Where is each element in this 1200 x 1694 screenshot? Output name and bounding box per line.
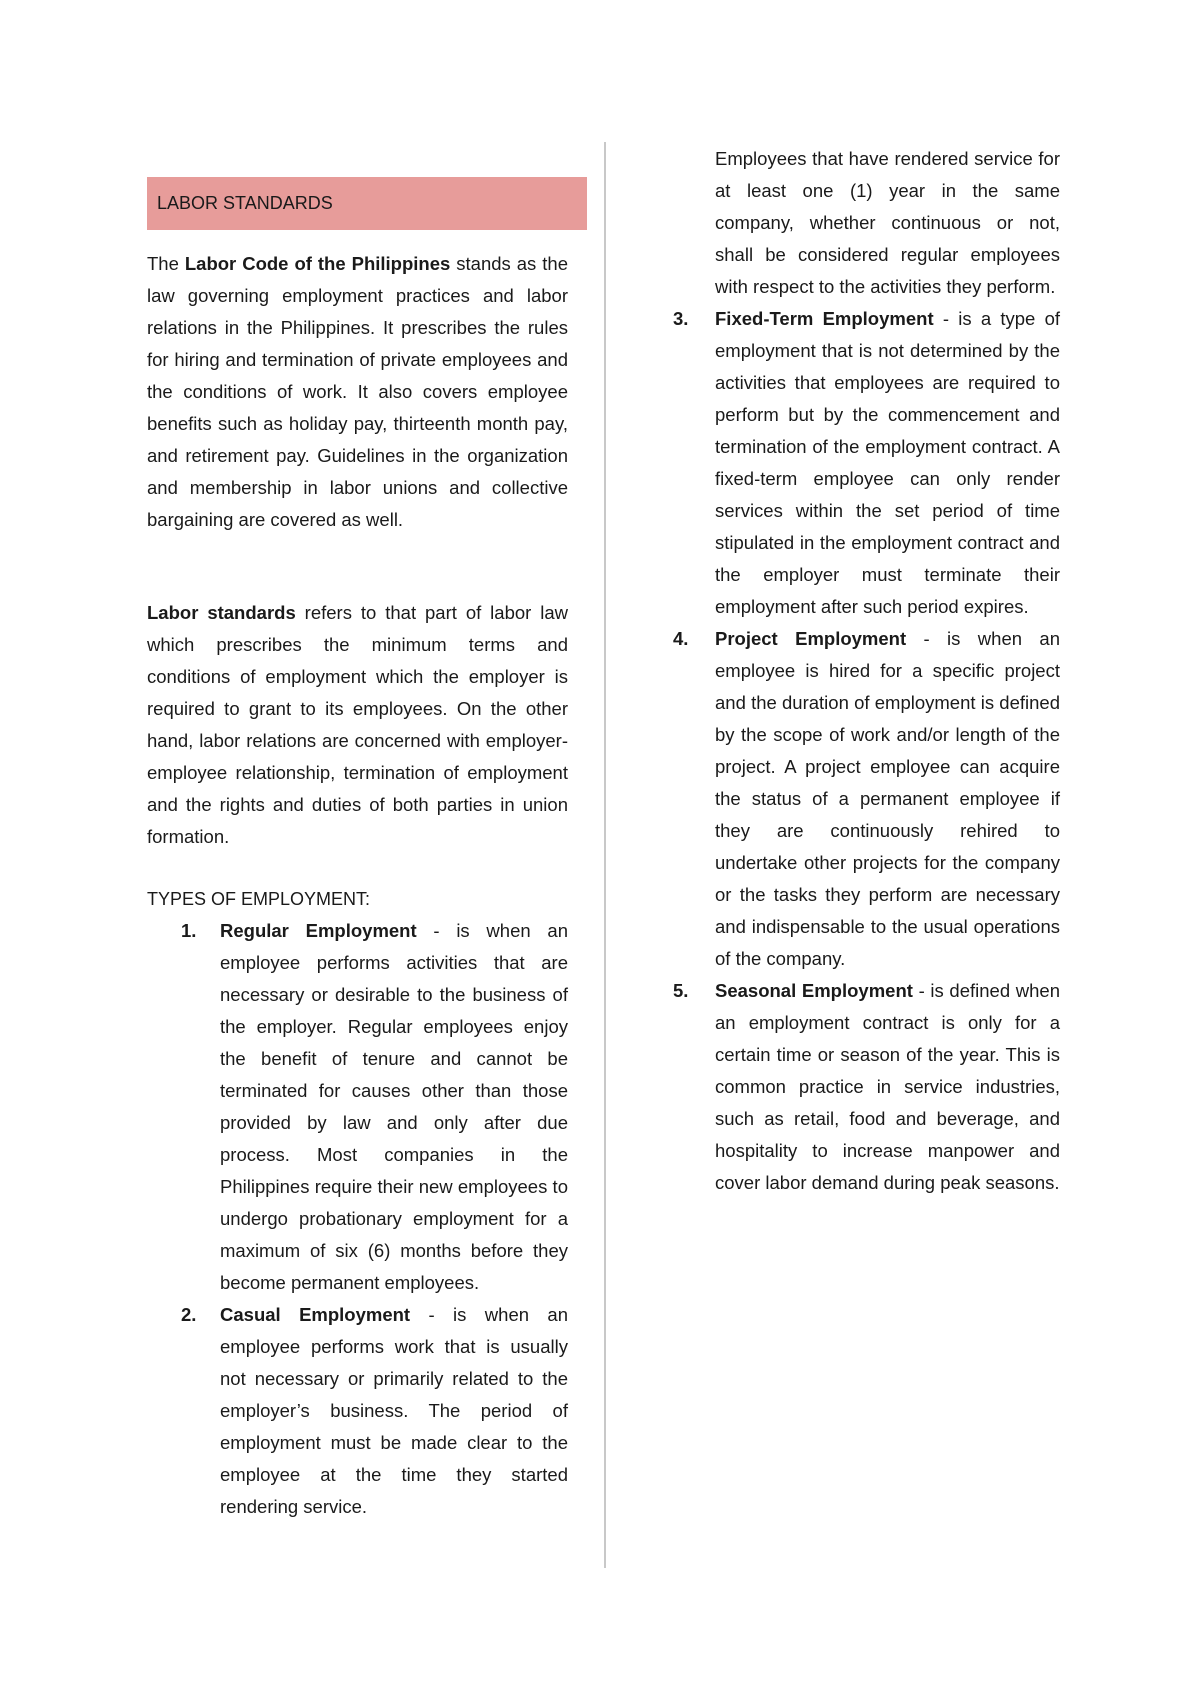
item-text: - is when an employee performs activities that are necessary or desirable to the business of the employer. Regular employees enjoy the benefit of tenure and cannot be terminated for causes other than those provided by law and only after due process. Most companies in the Philippines require their new employees to undergo probationary employment for a maximum of six (6) months before they become permanent employees. — [220, 920, 568, 1293]
item-title: Regular Employment — [220, 920, 417, 941]
list-number: 3. — [673, 308, 689, 329]
column-divider — [604, 142, 606, 1568]
item-text: - is when an employee is hired for a specific project and the duration of employment is defined by the scope of work and/or length of the project. A project employee can acquire the status of a permanent employee if they are continuously rehired to undertake other projects for the company or the tasks they perform are necessary and indispensable to the usual operations of the company. — [715, 628, 1060, 969]
types-list — [147, 915, 568, 1523]
list-item-project — [670, 623, 1060, 975]
item-title: Casual Employment — [220, 1304, 411, 1325]
casual-continuation: Employees that have rendered service for at least one (1) year in the same company, whether continuous or not, shall be considered regular employees with respect to the activities they perform. — [715, 148, 1060, 297]
list-item-fixed-term — [670, 303, 1060, 623]
list-number: 1. — [181, 920, 197, 941]
list-item-casual — [147, 1299, 568, 1523]
standards-text: refers to that part of labor law which prescribes the minimum terms and conditions of employment which the employer is required to grant to its employees. On the other hand, labor relations are concerned with employer-employee relationship, termination of employment and the rights and duties of both parties in union formation. — [147, 602, 568, 847]
list-number: 5. — [673, 980, 689, 1001]
types-title: TYPES OF EMPLOYMENT: — [147, 889, 371, 909]
list-item-seasonal — [670, 975, 1060, 1199]
right-column — [670, 143, 1060, 1199]
intro-text-start: The — [147, 253, 185, 274]
item-title: Seasonal Employment — [715, 980, 913, 1001]
item-title: Fixed-Term Employment — [715, 308, 934, 329]
list-number: 2. — [181, 1304, 197, 1325]
item-text: - is a type of employment that is not determined by the activities that employees are required to perform but by the commencement and termination of the employment contract. A fixed-term employee can only render services within the set period of time stipulated in the employment contract and the employer must terminate their employment after such period expires. — [715, 308, 1060, 617]
intro-bold: Labor Code of the Philippines — [184, 253, 451, 274]
list-item-regular — [147, 915, 568, 1299]
section-heading — [147, 177, 587, 230]
section-heading-text: LABOR STANDARDS — [157, 193, 333, 213]
item-text: - is defined when an employment contract is only for a certain time or season of the year. This is common practice in service industries, such as retail, food and beverage, and hospitality to increase manpower and cover labor demand during peak seasons. — [715, 980, 1060, 1193]
types-list-continued — [670, 303, 1060, 1199]
intro-paragraph — [147, 248, 568, 536]
intro-text-rest: stands as the law governing employment practices and labor relations in the Philippines. It prescribes the rules for hiring and termination of private employees and the conditions of work. It also covers employee benefits such as holiday pay, thirteenth month pay, and retirement pay. Guidelines in the organization and membership in labor unions and collective bargaining are covered as well. — [147, 253, 568, 530]
item-title: Project Employment — [715, 628, 907, 649]
standards-bold: Labor standards — [147, 602, 296, 623]
types-section — [147, 883, 568, 1523]
item-text: - is when an employee performs work that is usually not necessary or primarily related to the employer’s business. The period of employment must be made clear to the employee at the time they started rendering service. — [220, 1304, 569, 1517]
list-number: 4. — [673, 628, 689, 649]
standards-paragraph — [147, 597, 568, 853]
